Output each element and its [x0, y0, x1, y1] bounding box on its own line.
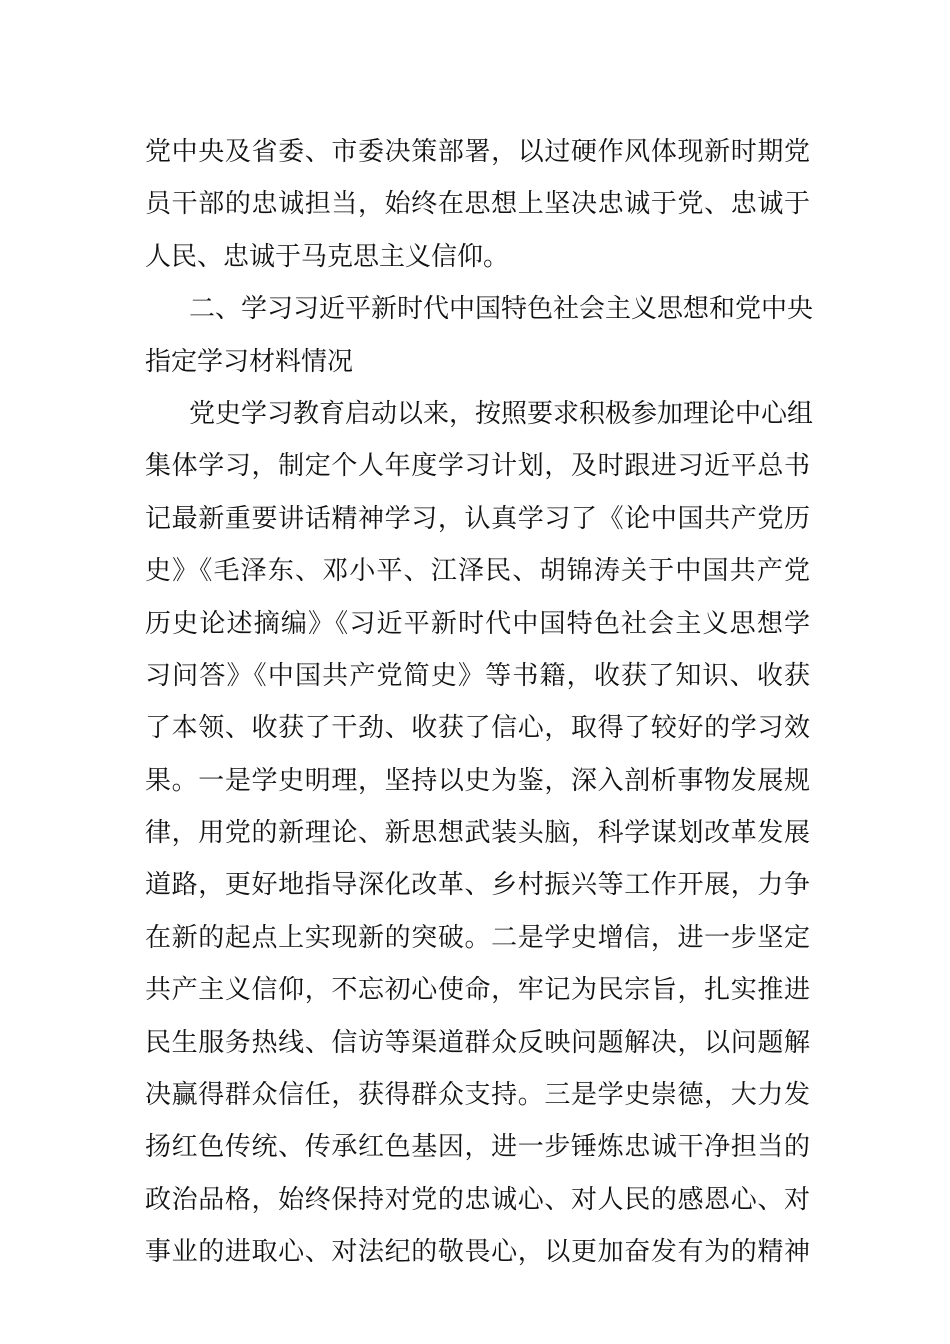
text-line: 共产主义信仰，不忘初心使命，牢记为民宗旨，扎实推进: [145, 975, 810, 1006]
text-line: 记最新重要讲话精神学习，认真学习了《论中国共产党历: [145, 503, 810, 534]
text-line: 历史论述摘编》《习近平新时代中国特色社会主义思想学: [145, 608, 810, 639]
text-line: 政治品格，始终保持对党的忠诚心、对人民的感恩心、对: [145, 1184, 810, 1215]
text-line: 人民、忠诚于马克思主义信仰。: [145, 241, 510, 272]
text-line: 员干部的忠诚担当，始终在思想上坚决忠诚于党、忠诚于: [145, 189, 810, 220]
text-line: 党史学习教育启动以来，按照要求积极参加理论中心组: [189, 398, 814, 429]
text-line: 决赢得群众信任，获得群众支持。三是学史崇德，大力发: [145, 1080, 810, 1111]
section-heading-line: 指定学习材料情况: [145, 346, 354, 377]
text-line: 集体学习，制定个人年度学习计划，及时跟进习近平总书: [145, 451, 810, 482]
section-heading-line: 二、学习习近平新时代中国特色社会主义思想和党中央: [189, 294, 814, 325]
text-line: 事业的进取心、对法纪的敬畏心，以更加奋发有为的精神: [145, 1237, 810, 1268]
text-line: 民生服务热线、信访等渠道群众反映问题解决，以问题解: [145, 1027, 810, 1058]
text-line: 了本领、收获了干劲、收获了信心，取得了较好的学习效: [145, 713, 810, 744]
text-line: 律，用党的新理论、新思想武装头脑，科学谋划改革发展: [145, 818, 810, 849]
text-line: 在新的起点上实现新的突破。二是学史增信，进一步坚定: [145, 922, 810, 953]
text-line: 党中央及省委、市委决策部署，以过硬作风体现新时期党: [145, 137, 810, 167]
text-line: 道路，更好地指导深化改革、乡村振兴等工作开展，力争: [145, 870, 810, 901]
text-line: 扬红色传统、传承红色基因，进一步锤炼忠诚干净担当的: [145, 1132, 810, 1163]
text-line: 史》《毛泽东、邓小平、江泽民、胡锦涛关于中国共产党: [145, 556, 810, 587]
body-text: [145, 126, 814, 1279]
text-line: 习问答》《中国共产党简史》等书籍，收获了知识、收获: [145, 660, 810, 691]
text-line: 果。一是学史明理，坚持以史为鉴，深入剖析事物发展规: [145, 765, 810, 796]
